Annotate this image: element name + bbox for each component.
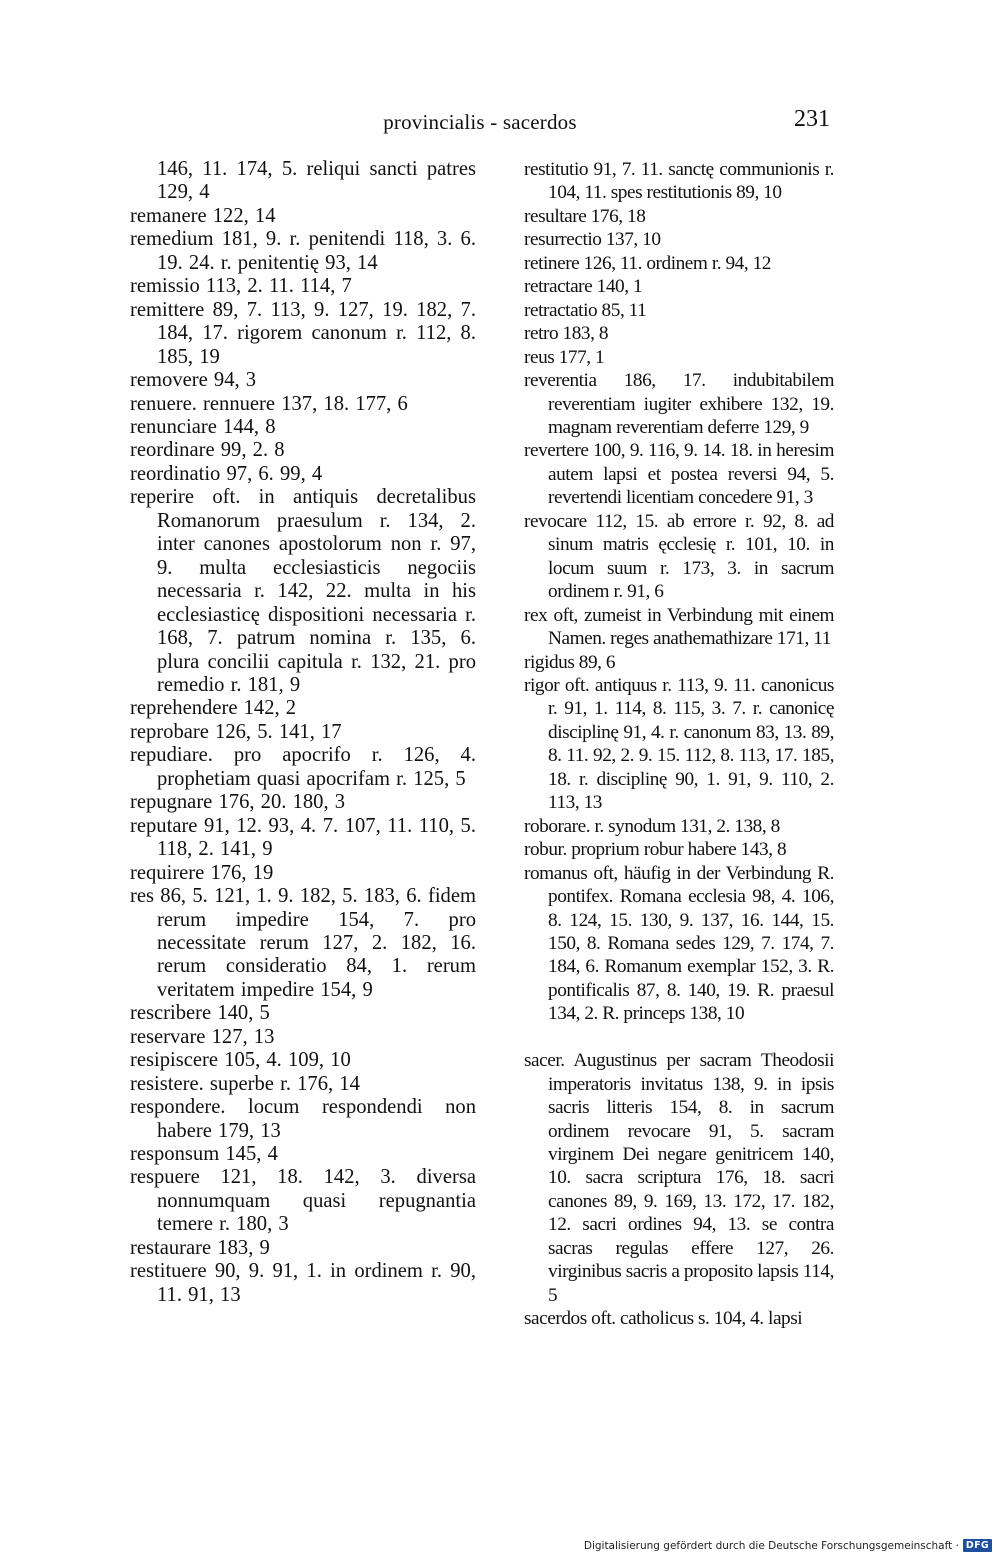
- index-entry: retinere 126, 11. ordinem r. 94, 12: [524, 252, 771, 274]
- index-entry: resurrectio 137, 10: [524, 229, 661, 251]
- index-entry: remedium 181, 9. r. penitendi 118, 3. 6. 19. 24. r. penitentię 93, 14: [130, 228, 476, 274]
- index-entry: renuere. rennuere 137, 18. 177, 6: [130, 392, 408, 415]
- index-entry: removere 94, 3: [130, 369, 257, 392]
- funding-note: Digitalisierung gefördert durch die Deutsche Forschungsgemeinschaft ·: [583, 1539, 959, 1552]
- index-entry: respondere. locum respondendi non habere 179, 13: [130, 1096, 476, 1142]
- index-entry: reprobare 126, 5. 141, 17: [130, 720, 342, 743]
- index-entry: 146, 11. 174, 5. reliqui sancti patres 129, 4: [157, 158, 476, 204]
- index-entry: rigor oft. antiquus r. 113, 9. 11. canonicus r. 91, 1. 114, 8. 115, 3. 7. r. canonicę disciplinę 91, 4. r. canonum 83, 13. 89, 8. 11. 92, 2. 9. 15. 112, 8. 113, 17. 185, 18. r. disciplinę 90, 1. 91, 9. 110, 2. 113, 13: [524, 674, 834, 814]
- index-entry: responsum 145, 4: [130, 1143, 278, 1166]
- index-entry: remissio 113, 2. 11. 114, 7: [130, 275, 352, 298]
- index-entry: revertere 100, 9. 116, 9. 14. 18. in heresim autem lapsi et postea reversi 94, 5. revertendi licentiam concedere 91, 3: [524, 440, 834, 509]
- index-entry: reputare 91, 12. 93, 4. 7. 107, 11. 110, 5. 118, 2. 141, 9: [130, 814, 476, 861]
- index-entry: reprehendere 142, 2: [130, 697, 297, 720]
- index-entry: sacerdos oft. catholicus s. 104, 4. lapsi: [524, 1308, 803, 1330]
- index-entry: reordinatio 97, 6. 99, 4: [130, 462, 323, 485]
- index-column-right: [524, 158, 834, 1331]
- index-entry: respuere 121, 18. 142, 3. diversa nonnumquam quasi repugnantia temere r. 180, 3: [130, 1166, 476, 1236]
- index-entry: remanere 122, 14: [130, 204, 276, 227]
- index-entry: reus 177, 1: [524, 346, 605, 368]
- index-entry: repudiare. pro apocrifo r. 126, 4. prophetiam quasi apocrifam r. 125, 5: [130, 744, 476, 790]
- index-entry: reperire oft. in antiquis decretalibus Romanorum praesulum r. 134, 2. inter canones apostolorum non r. 97, 9. multa ecclesiasticis negociis necessaria r. 142, 22. multa in his ecclesiasticę dispositioni necessaria r. 168, 7. patrum nomina r. 135, 6. plura concilii capitula r. 132, 21. pro remedio r. 181, 9: [130, 486, 476, 696]
- index-entry: robur. proprium robur habere 143, 8: [524, 839, 787, 861]
- index-entry: rigidus 89, 6: [524, 651, 616, 673]
- index-entry: retro 183, 8: [524, 323, 609, 345]
- index-entry: resipiscere 105, 4. 109, 10: [130, 1049, 351, 1072]
- index-entry: requirere 176, 19: [130, 861, 274, 884]
- page-header: [130, 106, 830, 140]
- index-entry: resultare 176, 18: [524, 205, 646, 227]
- index-entry: res 86, 5. 121, 1. 9. 182, 5. 183, 6. fidem rerum impedire 154, 7. pro necessitate rerum 127, 2. 182, 16. rerum consideratio 84, 1. rerum veritatem impedire 154, 9: [130, 885, 476, 1001]
- index-entry: reservare 127, 13: [130, 1025, 275, 1048]
- index-entry: resistere. superbe r. 176, 14: [130, 1072, 360, 1095]
- index-entry: restaurare 183, 9: [130, 1236, 270, 1259]
- funding-footer: [584, 1539, 992, 1552]
- index-entry: rex oft, zumeist in Verbindung mit einem Namen. reges anathemathizare 171, 11: [524, 604, 834, 650]
- page-number: 231: [794, 106, 830, 132]
- index-entry: repugnare 176, 20. 180, 3: [130, 791, 346, 814]
- index-entry: restitutio 91, 7. 11. sanctę communionis r. 104, 11. spes restitutionis 89, 10: [524, 159, 834, 204]
- index-entry: retractare 140, 1: [524, 276, 643, 298]
- index-column-left: [130, 158, 476, 1307]
- dfg-logo: DFG: [963, 1539, 992, 1552]
- index-entry: rescribere 140, 5: [130, 1002, 270, 1025]
- index-entry: remittere 89, 7. 113, 9. 127, 19. 182, 7. 184, 17. rigorem canonum r. 112, 8. 185, 19: [130, 298, 476, 368]
- index-entry: revocare 112, 15. ab errore r. 92, 8. ad sinum matris ęcclesię r. 101, 10. in locum suum r. 173, 3. in sacrum ordinem r. 91, 6: [524, 510, 834, 603]
- index-entry: reverentia 186, 17. indubitabilem reverentiam iugiter exhibere 132, 19. magnam reverentiam deferre 129, 9: [524, 370, 834, 438]
- running-title: provincialis - sacerdos: [383, 110, 577, 134]
- index-entry: roborare. r. synodum 131, 2. 138, 8: [524, 815, 780, 837]
- index-entry: sacer. Augustinus per sacram Theodosii imperatoris invitatus 138, 9. in ipsis sacris litteris 154, 8. in sacrum ordinem revocare 91, 5. sacram virginem Dei negare genitricem 140, 10. sacra scriptura 176, 18. sacri canones 89, 9. 169, 13. 172, 17. 182, 12. sacri ordines 94, 13. se contra sacras regulas effere 127, 26. virginibus sacris a proposito lapsis 114, 5: [524, 1050, 834, 1306]
- index-entry: retractatio 85, 11: [524, 299, 647, 321]
- index-entry: romanus oft, häufig in der Verbindung R. pontifex. Romana ecclesia 98, 4. 106, 8. 124, 15. 130, 9. 137, 16. 144, 15. 150, 8. Romana sedes 129, 7. 174, 7. 184, 6. Romanum exemplar 152, 3. R. pontificalis 87, 8. 140, 19. R. praesul 134, 2. R. princeps 138, 10: [524, 862, 834, 1025]
- index-entry: renunciare 144, 8: [130, 415, 276, 438]
- index-entry: reordinare 99, 2. 8: [130, 439, 285, 462]
- index-entry: restituere 90, 9. 91, 1. in ordinem r. 90, 11. 91, 13: [130, 1260, 476, 1306]
